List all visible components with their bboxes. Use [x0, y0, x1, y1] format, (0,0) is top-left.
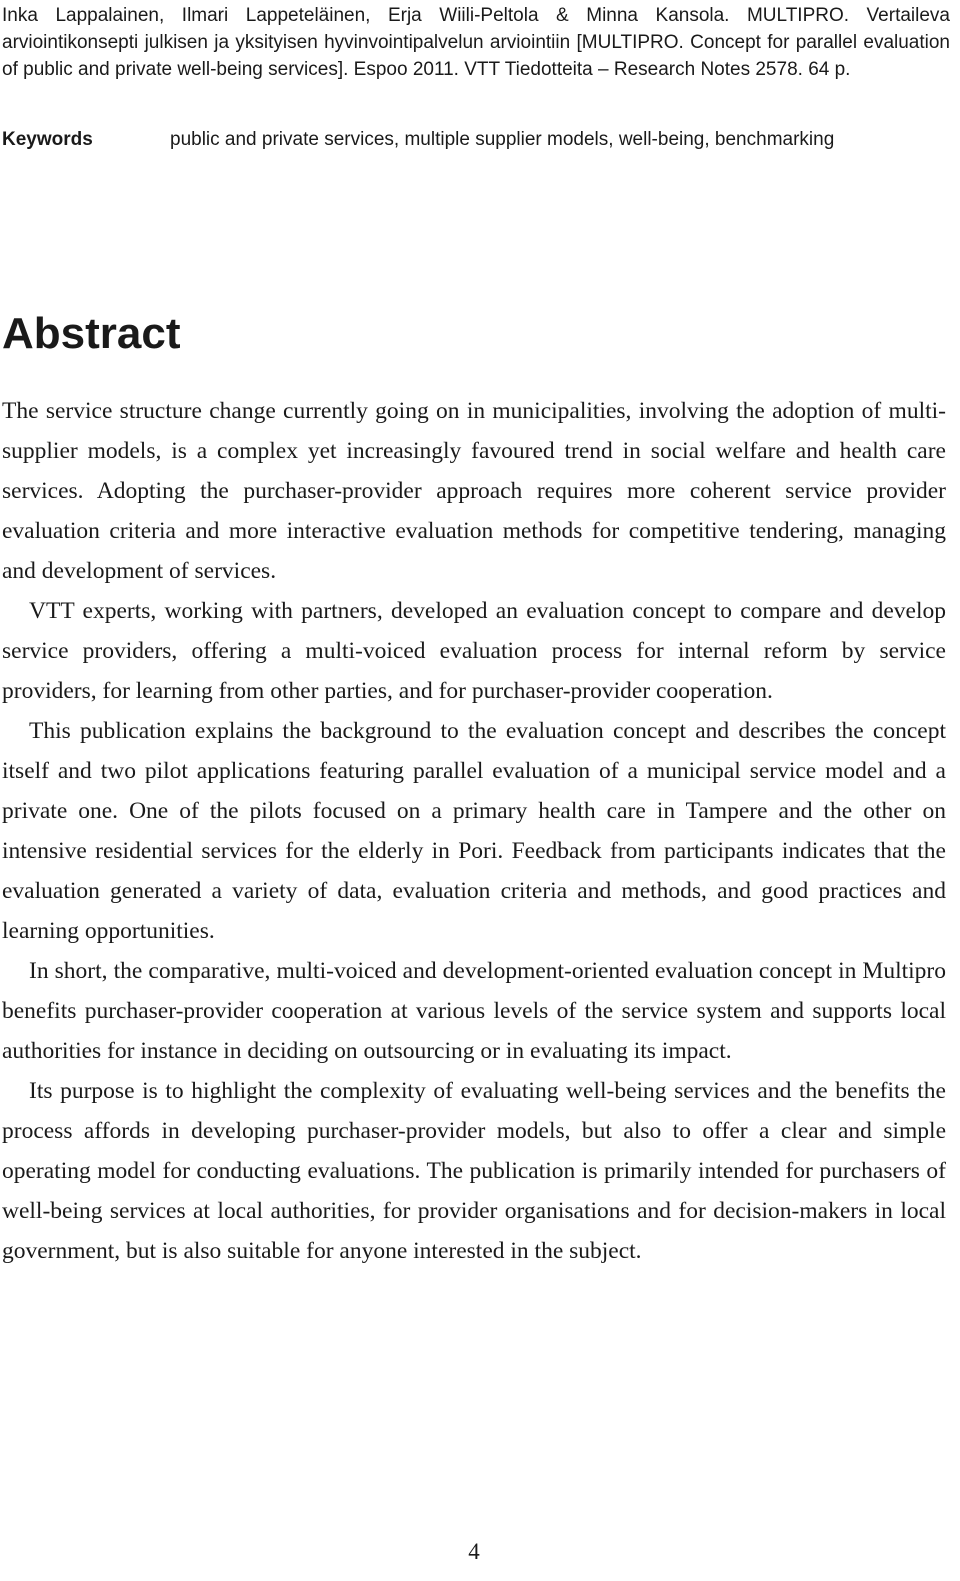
abstract-paragraph-5: Its purpose is to highlight the complexity of evaluating well-being services and the benefits the process affords in developing purchaser-provider models, but also to offer a clear and simple operating model for conducting evaluations. The publication is primarily intended for purchasers of well-being services at local authorities, for provider organisations and for decision-makers in local government, but is also suitable for anyone interested in the subject.	[2, 1078, 946, 1264]
abstract-body	[2, 391, 946, 1271]
keywords-value: public and private services, multiple supplier models, well-being, benchmarking	[170, 129, 835, 150]
abstract-paragraph-3: This publication explains the background to the evaluation concept and describes the concept itself and two pilot applications featuring parallel evaluation of a municipal service model and a private one. One of the pilots focused on a primary health care in Tampere and the other on intensive residential services for the elderly in Pori. Feedback from participants indicates that the evaluation generated a variety of data, evaluation criteria and methods, and good practices and learning opportunities.	[2, 718, 946, 944]
abstract-paragraph-4: In short, the comparative, multi-voiced and development-oriented evaluation concept in Multipro benefits purchaser-provider cooperation at various levels of the service system and supports local authorities for instance in deciding on outsourcing or in evaluating its impact.	[2, 958, 946, 1064]
abstract-paragraph-1: The service structure change currently going on in municipalities, involving the adoption of multi-supplier models, is a complex yet increasingly favoured trend in social welfare and health care services. Adopting the purchaser-provider approach requires more coherent service provider evaluation criteria and more interactive evaluation methods for competitive tendering, managing and development of services.	[2, 398, 946, 584]
keywords-label: Keywords	[2, 129, 93, 150]
page-number: 4	[468, 1539, 480, 1564]
citation: Inka Lappalainen, Ilmari Lappeteläinen, Erja Wiili-Peltola & Minna Kansola. MULTIPRO. Vertaileva arviointikonsepti julkisen ja yksityisen hyvinvointipalvelun arviointiin [MULTIPRO. Concept for parallel evaluation of public and private well-being services]. Espoo 2011. VTT Tiedotteita – Research Notes 2578. 64 p.	[2, 5, 950, 80]
abstract-title: Abstract	[2, 309, 181, 358]
abstract-paragraph-2: VTT experts, working with partners, developed an evaluation concept to compare and develop service providers, offering a multi-voiced evaluation process for internal reform by service providers, for learning from other parties, and for purchaser-provider cooperation.	[2, 598, 946, 704]
